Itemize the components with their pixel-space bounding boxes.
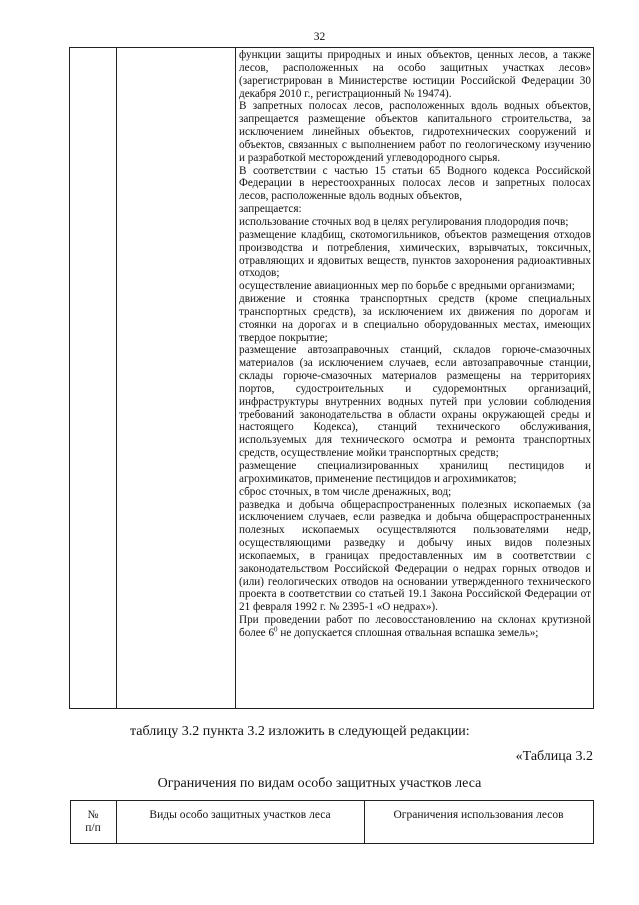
paragraph: В соответствии с частью 15 статьи 65 Водного кодекса Российской Федерации в нерестоохранных полосах лесов и запретных полосах лесов, расположенные вдоль водных объектов, [239, 164, 591, 203]
header-restrictions: Ограничения использования лесов [393, 809, 564, 821]
table-label: «Таблица 3.2 [515, 749, 593, 764]
paragraph: запрещается: [239, 203, 302, 216]
restrictions-cell [239, 49, 591, 640]
column-border [116, 48, 117, 708]
column-border [593, 48, 594, 708]
column-border [116, 801, 117, 843]
paragraph: осуществление авиационных мер по борьбе с вредными организмами; [239, 280, 575, 293]
paragraph: функции защиты природных и иных объектов, ценных лесов, а также лесов, расположенных на особо защитных участках лесов» (зарегистрирован в Министерстве юстиции Российской Федерации 30 декабря 2010 г., регистрационный № 19474). [239, 49, 591, 100]
continuation-table [69, 47, 594, 709]
header-number-line1: № [87, 809, 99, 821]
column-border [593, 801, 594, 843]
restrictions-table-header [70, 800, 594, 844]
paragraph: сброс сточных, в том числе дренажных, вод; [239, 485, 452, 498]
column-border [235, 48, 236, 708]
paragraph: размещение кладбищ, скотомогильников, объектов размещения отходов производства и потребления, химических, взрывчатых, токсичных, отравляющих и ядовитых веществ, пунктов захоронения радиоактивных отходов; [239, 228, 591, 280]
paragraph: размещение специализированных хранилищ пестицидов и агрохимикатов, применение пестицидов и агрохимикатов; [239, 460, 591, 485]
paragraph-final [239, 614, 591, 640]
table-title: Ограничения по видам особо защитных участков леса [157, 776, 482, 791]
final-text-before: При проведении работ по лесовосстановлению на склонах крутизной более 6 [239, 614, 591, 639]
header-number-line2: п/п [85, 822, 101, 834]
paragraph: движение и стоянка транспортных средств (кроме специальных транспортных средств), за исключением их движения по дорогам и стоянки на дорогах и в специально оборудованных местах, имеющих твердое покрытие; [239, 293, 591, 344]
page-number: 32 [313, 31, 326, 43]
header-type: Виды особо защитных участков леса [149, 809, 331, 821]
amendment-instruction: таблицу 3.2 пункта 3.2 изложить в следующей редакции: [130, 724, 470, 739]
column-border [69, 48, 70, 708]
column-border [364, 801, 365, 843]
paragraph: разведка и добыча общераспространенных полезных ископаемых (за исключением случаев, если разведка и добыча общераспространенных полезных ископаемых осуществляются пользователями недр, осуществляющими разведку и добычу иных видов полезных ископаемых, в границах предоставленных им в соответствии с законодательством Российской Федерации о недрах горных отводов и (или) геологических отводов на основании утвержденного технического проекта в соответствии со статьей 19.1 Закона Российской Федерации от 21 февраля 1992 г. № 2395-1 «О недрах»). [239, 498, 591, 614]
final-text-after: не допускается сплошная отвальная вспашка земель»; [277, 626, 539, 639]
paragraph: В запретных полосах лесов, расположенных вдоль водных объектов, запрещается размещение объектов капитального строительства, за исключением линейных объектов, гидротехнических сооружений и объектов, связанных с выполнением работ по геологическому изучению и разработкой месторождений углеводородного сырья. [239, 100, 591, 164]
header-number [70, 809, 116, 835]
degree-superscript: 0 [274, 625, 278, 634]
paragraph: использование сточных вод в целях регулирования плодородия почв; [239, 215, 569, 228]
paragraph: размещение автозаправочных станций, складов горюче-смазочных материалов (за исключением случаев, если автозаправочные станции, склады горюче-смазочных материалов размещены на территориях портов, судостроительных и судоремонтных организаций, инфраструктуры внутренних водных путей при условии соблюдения требований законодательства в области охраны окружающей среды и настоящего Кодекса), станций технического обслуживания, используемых для технического осмотра и ремонта транспортных средств, осуществление мойки транспортных средств; [239, 344, 591, 460]
